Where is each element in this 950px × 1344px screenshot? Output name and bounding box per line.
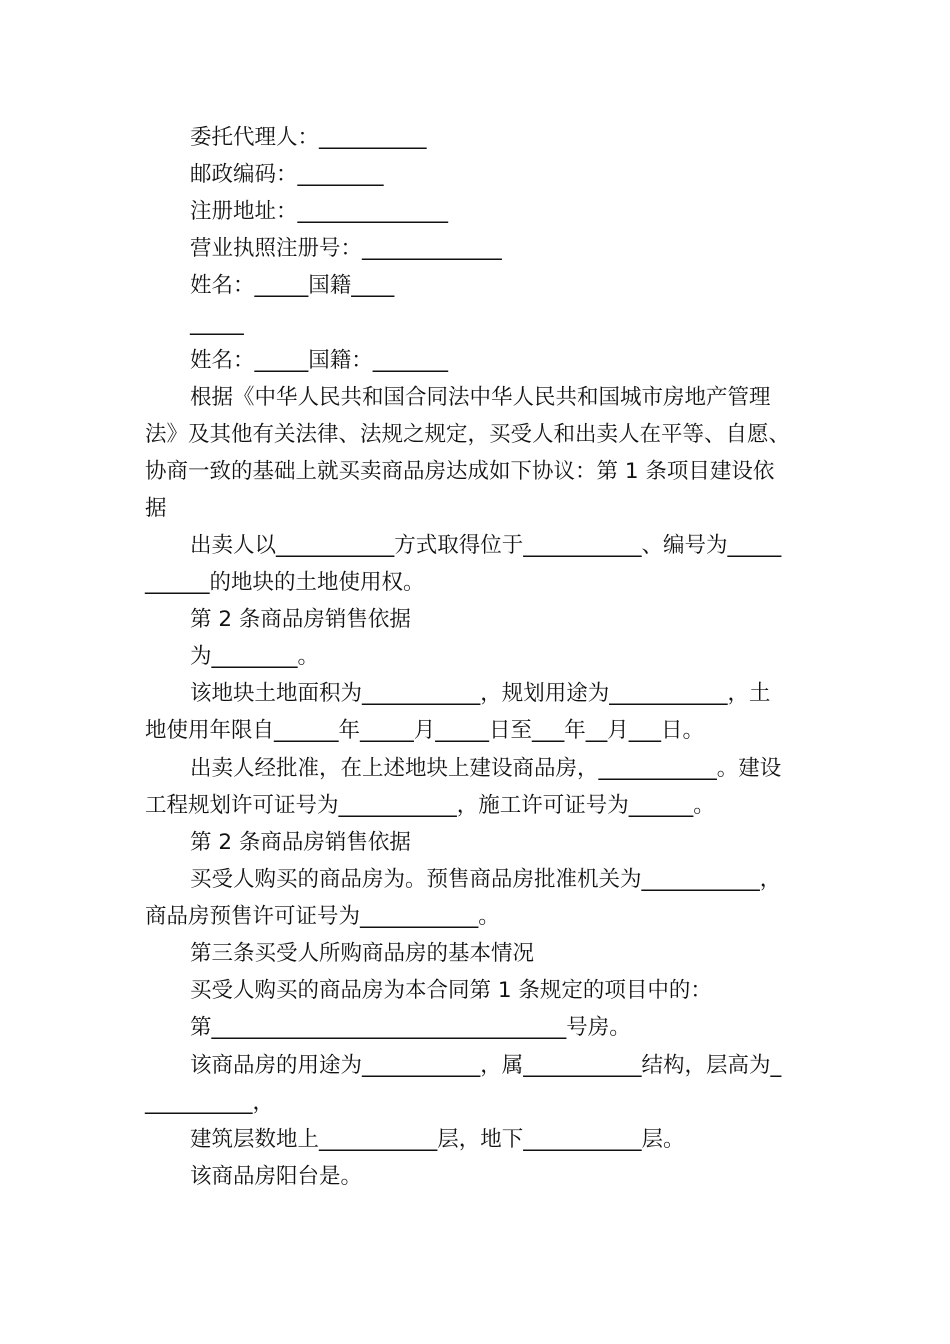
text-line: 买受人购买的商品房为本合同第 1 条规定的项目中的： — [190, 978, 712, 1003]
section-heading: 第 2 条商品房销售依据 — [190, 607, 411, 632]
text-line: 该地块土地面积为___________，规划用途为___________，土 — [190, 681, 771, 706]
text-line: 法》及其他有关法律、法规之规定，买受人和出卖人在平等、自愿、 — [145, 422, 791, 447]
text-line: 工程规划许可证号为___________，施工许可证号为______。 — [145, 793, 715, 818]
text-line: 第_________________________________号房。 — [190, 1015, 631, 1040]
text-line: 该商品房的用途为___________，属___________结构，层高为_ — [190, 1053, 782, 1078]
text-line: 出卖人经批准，在上述地块上建设商品房，___________。建设 — [190, 756, 782, 781]
text-line: 为________。 — [190, 644, 320, 669]
section-heading: 第 2 条商品房销售依据 — [190, 830, 411, 855]
text-line: 姓名：_____国籍____ — [190, 273, 395, 298]
section-heading: 第三条买受人所购商品房的基本情况 — [190, 941, 535, 966]
text-line: 该商品房阳台是。 — [190, 1164, 363, 1189]
text-line: 根据《中华人民共和国合同法中华人民共和国城市房地产管理 — [190, 385, 771, 410]
text-line: _____ — [190, 311, 244, 336]
text-line: 注册地址：______________ — [190, 199, 449, 224]
text-line: 据 — [145, 496, 167, 521]
text-line: 协商一致的基础上就买卖商品房达成如下协议：第 1 条项目建设依 — [145, 459, 775, 484]
text-line: ______的地块的土地使用权。 — [145, 570, 425, 595]
text-line: 营业执照注册号：_____________ — [190, 236, 502, 261]
text-line: 委托代理人：__________ — [190, 125, 427, 150]
text-line: __________， — [145, 1090, 275, 1115]
text-line: 地使用年限自______年_____月_____日至___年__月___日。 — [145, 718, 705, 743]
text-line: 姓名：_____国籍：_______ — [190, 348, 449, 373]
text-line: 出卖人以___________方式取得位于___________、编号为_____ — [190, 533, 782, 558]
text-line: 邮政编码：________ — [190, 162, 384, 187]
text-line: 商品房预售许可证号为___________。 — [145, 904, 500, 929]
text-line: 建筑层数地上___________层，地下___________层。 — [190, 1127, 685, 1152]
text-line: 买受人购买的商品房为。预售商品房批准机关为___________， — [190, 867, 782, 892]
